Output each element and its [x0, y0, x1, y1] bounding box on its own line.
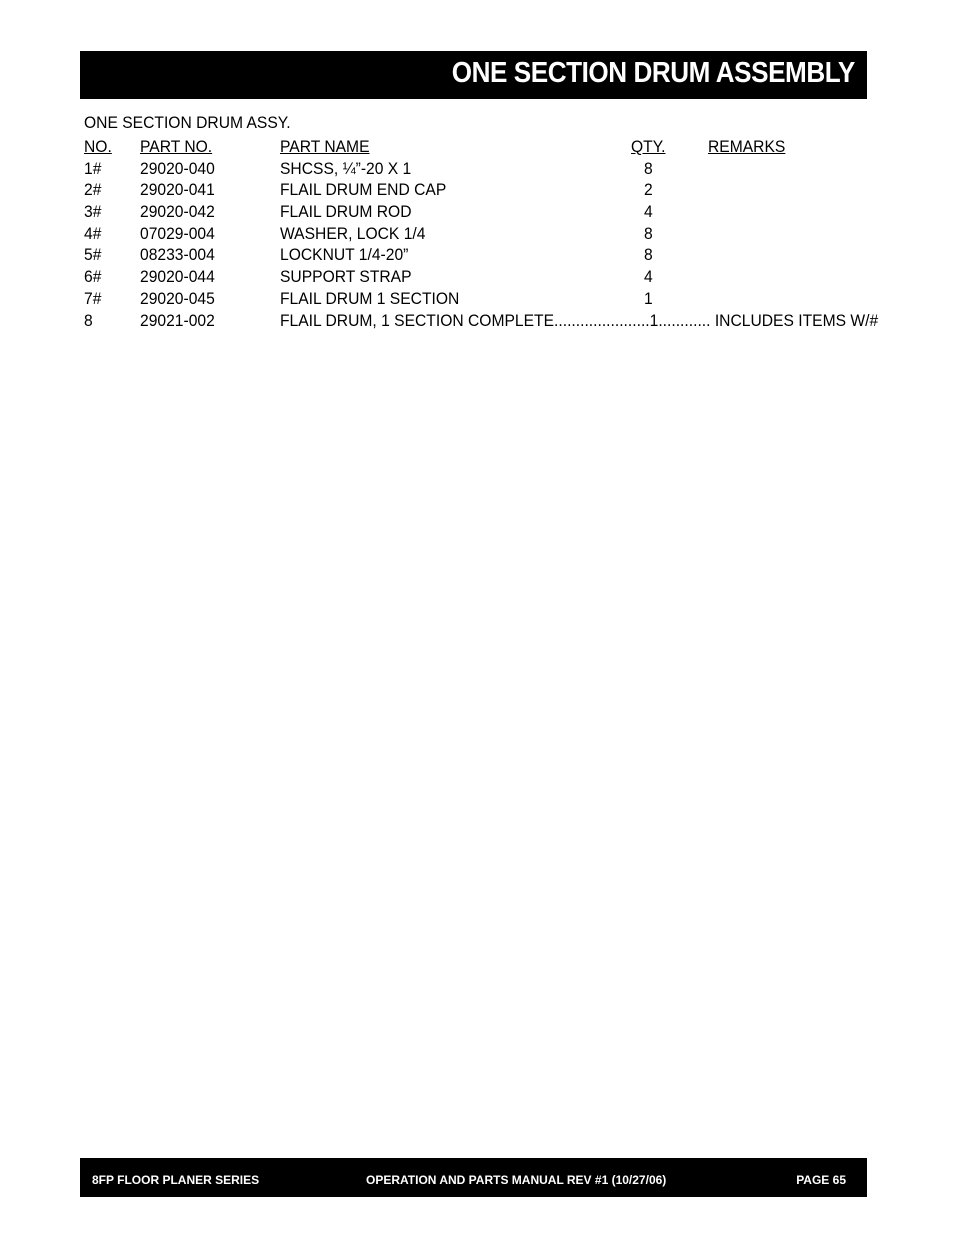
row-part-no: 29020-042: [140, 202, 215, 222]
parts-table: [84, 137, 879, 332]
row-no: 6#: [84, 267, 102, 287]
row-part-name: WASHER, LOCK 1/4: [280, 223, 426, 243]
row-qty: 1: [644, 288, 653, 308]
row-no: 5#: [84, 245, 102, 265]
section-title: ONE SECTION DRUM ASSY.: [84, 113, 291, 132]
header-qty: QTY.: [631, 137, 666, 156]
row-part-name: FLAIL DRUM ROD: [280, 202, 412, 222]
table-row: [84, 289, 874, 311]
row-no: 4#: [84, 223, 102, 243]
table-row: [84, 224, 874, 246]
row-no: 7#: [84, 288, 102, 308]
header-no: NO.: [84, 137, 112, 156]
row-part-no: 29020-041: [140, 180, 215, 200]
footer-series: 8FP FLOOR PLANER SERIES: [92, 1173, 260, 1187]
footer-bar: [80, 1158, 867, 1197]
row-qty: 8: [644, 223, 653, 243]
row-part-name: FLAIL DRUM 1 SECTION: [280, 288, 460, 308]
row-part-no: 08233-004: [140, 245, 215, 265]
row-qty: 4: [644, 267, 653, 287]
row-part-name: SHCSS, ¼”-20 X 1: [280, 158, 412, 178]
row-qty: 2: [644, 180, 653, 200]
table-row: [84, 159, 874, 181]
table-header: [84, 137, 874, 159]
row-part-no: 29020-044: [140, 267, 215, 287]
header-remarks: REMARKS: [708, 137, 786, 156]
row-description-line: FLAIL DRUM, 1 SECTION COMPLETE......................1............ INCLUDES ITEMS W/#: [280, 310, 879, 330]
row-part-name: LOCKNUT 1/4-20”: [280, 245, 409, 265]
row-qty: 8: [644, 158, 653, 178]
row-part-no: 29020-045: [140, 288, 215, 308]
row-qty: 4: [644, 202, 653, 222]
page-title: ONE SECTION DRUM ASSEMBLY: [451, 57, 855, 89]
row-part-name: FLAIL DRUM END CAP: [280, 180, 447, 200]
row-no: 2#: [84, 180, 102, 200]
row-no: 3#: [84, 202, 102, 222]
row-part-name: SUPPORT STRAP: [280, 267, 412, 287]
row-no: 8: [84, 310, 93, 330]
row-part-no: 07029-004: [140, 223, 215, 243]
footer-manual-title: OPERATION AND PARTS MANUAL REV #1 (10/27/06): [366, 1173, 667, 1187]
table-row: [84, 310, 879, 333]
table-row: [84, 180, 874, 202]
header-part-name: PART NAME: [280, 137, 370, 156]
row-qty: 8: [644, 245, 653, 265]
table-row: [84, 202, 874, 224]
footer-page-number: PAGE 65: [796, 1173, 846, 1187]
table-row: [84, 245, 874, 267]
title-bar: [80, 51, 867, 99]
header-part-no: PART NO.: [140, 137, 213, 156]
table-row: [84, 267, 874, 289]
row-no: 1#: [84, 158, 102, 178]
row-part-no: 29021-002: [140, 310, 215, 330]
row-part-no: 29020-040: [140, 158, 215, 178]
